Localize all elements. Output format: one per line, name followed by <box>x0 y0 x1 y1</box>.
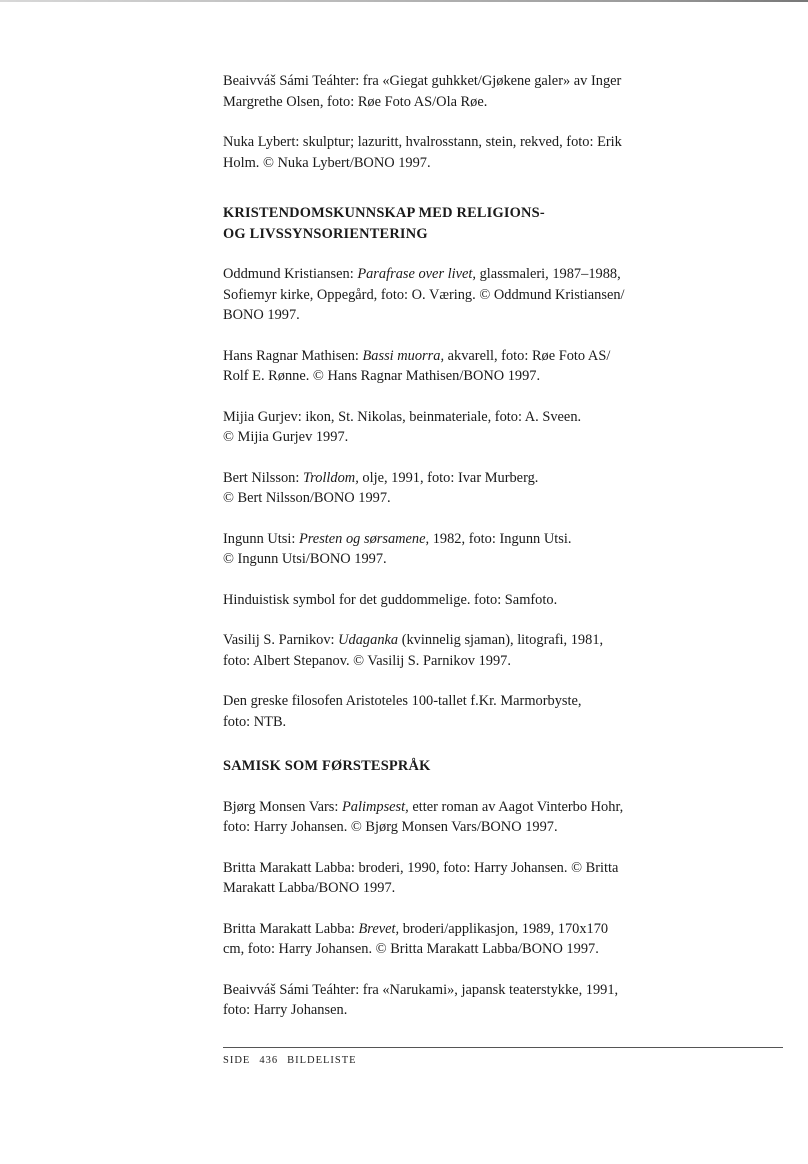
footer-page-number: 436 <box>259 1055 279 1066</box>
caption-text: Britta Marakatt Labba: <box>223 920 359 937</box>
caption-text: Britta Marakatt Labba: broderi, 1990, foto: Harry Johansen. © Britta <box>223 859 619 876</box>
caption-text: BONO 1997. <box>223 307 300 323</box>
section-heading-samisk <box>223 756 643 777</box>
caption-text: Vasilij S. Parnikov: <box>223 632 339 648</box>
footer-rule <box>223 1047 783 1048</box>
caption-text: foto: NTB. <box>223 713 287 730</box>
caption-text: Oddmund Kristiansen: <box>223 266 358 282</box>
caption-britta-labba-brevet <box>223 919 643 960</box>
caption-beaivvas-giegat <box>223 71 643 112</box>
caption-text: foto: Harry Johansen. <box>223 1002 348 1018</box>
artwork-title: Bassi muorra, <box>362 347 445 364</box>
caption-oddmund-kristiansen <box>223 264 643 326</box>
artwork-title: Brevet, <box>358 920 400 937</box>
caption-text: Rolf E. Rønne. © Hans Ragnar Mathisen/BONO 1997. <box>223 368 541 384</box>
caption-text: Ingunn Utsi: <box>223 530 299 547</box>
caption-text: Sofiemyr kirke, Oppegård, foto: O. Væring. © Oddmund Kristiansen/ <box>223 286 625 303</box>
page-footer <box>223 1055 357 1066</box>
caption-text: Hinduistisk symbol for det guddommelige. foto: Samfoto. <box>223 591 558 608</box>
artwork-title: Presten og sørsamene, <box>298 530 430 547</box>
caption-aristoteles <box>223 691 643 732</box>
artwork-title: Udaganka <box>338 632 399 648</box>
caption-text: akvarell, foto: Røe Foto AS/ <box>444 347 611 364</box>
heading-line: SAMISK SOM FØRSTESPRÅK <box>223 758 431 774</box>
caption-bert-nilsson <box>223 468 643 509</box>
caption-text: © Ingunn Utsi/BONO 1997. <box>223 551 387 567</box>
caption-beaivvas-narukami <box>223 980 643 1021</box>
footer-side-label: SIDE <box>223 1055 251 1066</box>
caption-nuka-lybert <box>223 132 643 173</box>
artwork-title: Palimpsest, <box>342 798 409 815</box>
caption-text: Holm. © Nuka Lybert/BONO 1997. <box>223 154 431 171</box>
artwork-title: Parafrase over livet, <box>357 266 477 282</box>
caption-text: etter roman av Aagot Vinterbo Hohr, <box>408 798 624 815</box>
heading-line: OG LIVSSYNSORIENTERING <box>223 225 428 242</box>
caption-text: olje, 1991, foto: Ivar Murberg. <box>358 469 539 486</box>
caption-list <box>223 71 643 1021</box>
caption-text: (kvinnelig sjaman), litografi, 1981, <box>398 632 604 648</box>
caption-text: Margrethe Olsen, foto: Røe Foto AS/Ola Røe. <box>223 93 488 110</box>
caption-text: Hans Ragnar Mathisen: <box>223 347 363 364</box>
artwork-title: Trolldom, <box>302 469 359 486</box>
caption-text: foto: Harry Johansen. © Bjørg Monsen Vars/BONO 1997. <box>223 819 558 835</box>
caption-text: Nuka Lybert: skulptur; lazuritt, hvalrosstann, stein, rekved, foto: Erik <box>223 134 622 150</box>
caption-text: Beaivváš Sámi Teáhter: fra «Narukami», japansk teaterstykke, 1991, <box>223 981 619 998</box>
footer-section-title: BILDELISTE <box>287 1055 357 1066</box>
caption-text: © Bert Nilsson/BONO 1997. <box>223 490 391 506</box>
caption-ingunn-utsi <box>223 529 643 570</box>
caption-text: cm, foto: Harry Johansen. © Britta Marakatt Labba/BONO 1997. <box>223 941 599 957</box>
heading-line: KRISTENDOMSKUNNSKAP MED RELIGIONS- <box>223 205 545 221</box>
caption-bjorg-monsen-vars <box>223 797 643 838</box>
caption-text: © Mijia Gurjev 1997. <box>223 429 349 445</box>
caption-text: foto: Albert Stepanov. © Vasilij S. Parnikov 1997. <box>223 652 511 669</box>
top-edge-line <box>0 0 808 2</box>
caption-britta-labba-broderi <box>223 858 643 899</box>
caption-text: Bert Nilsson: <box>223 469 303 486</box>
caption-text: glassmaleri, 1987–1988, <box>476 266 621 282</box>
caption-hinduistisk-symbol <box>223 590 643 611</box>
caption-mijia-gurjev <box>223 407 643 448</box>
caption-text: Den greske filosofen Aristoteles 100-tallet f.Kr. Marmorbyste, <box>223 693 582 709</box>
caption-text: Bjørg Monsen Vars: <box>223 798 342 815</box>
caption-vasilij-parnikov <box>223 630 643 671</box>
caption-text: broderi/applikasjon, 1989, 170x170 <box>399 920 609 937</box>
section-heading-kristendom <box>223 203 643 244</box>
caption-text: Marakatt Labba/BONO 1997. <box>223 880 396 896</box>
caption-text: 1982, foto: Ingunn Utsi. <box>429 530 572 547</box>
caption-text: Mijia Gurjev: ikon, St. Nikolas, beinmateriale, foto: A. Sveen. <box>223 408 582 425</box>
caption-text: Beaivváš Sámi Teáhter: fra «Giegat guhkket/Gjøkene galer» av Inger <box>223 73 622 89</box>
caption-hans-ragnar-mathisen <box>223 346 643 387</box>
